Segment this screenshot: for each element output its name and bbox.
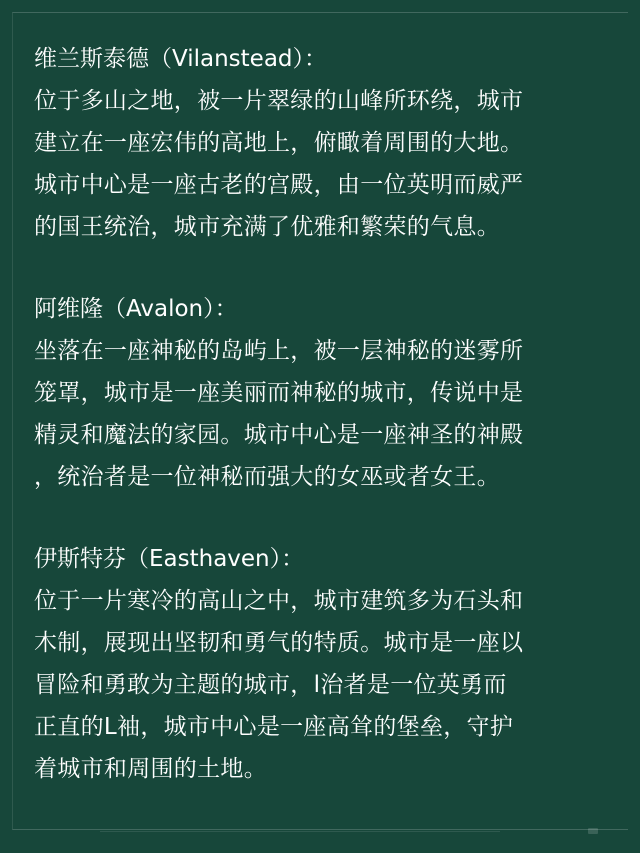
paragraph-line: 的国王统治，城市充满了优雅和繁荣的气息。 [34,214,500,240]
bottom-divider [100,831,500,832]
paragraph-line: 正直的L袖，城市中心是一座高耸的堡垒，守护 [34,714,514,740]
paragraph-line: 木制，展现出坚韧和勇气的特质。城市是一座以 [34,630,524,656]
text-content [34,38,614,830]
corner-mark [588,828,598,834]
paragraph-line: 精灵和魔法的家园。城市中心是一座神圣的神殿 [34,422,524,448]
paragraph-line: 着城市和周围的土地。 [34,756,267,782]
paragraph-line: 冒险和勇敢为主题的城市，l治者是一位英勇而 [34,672,507,698]
section-heading: 伊斯特芬（Easthaven）： [34,546,305,572]
paragraph-line: 笼罩，城市是一座美丽而神秘的城市，传说中是 [34,380,524,406]
paragraph-line: 城市中心是一座古老的宫殿，由一位英明而威严 [34,172,524,198]
paragraph-line: 位于多山之地，被一片翠绿的山峰所环绕，城市 [34,88,524,114]
paragraph-line: 位于一片寒冷的高山之中，城市建筑多为石头和 [34,588,524,614]
paragraph-line: 建立在一座宏伟的高地上，俯瞰着周围的大地。 [34,130,524,156]
paragraph-line: ，统治者是一位神秘而强大的女巫或者女王。 [34,464,500,490]
paragraph-line: 坐落在一座神秘的岛屿上，被一层神秘的迷雾所 [34,338,524,364]
section-avalon [34,288,614,498]
section-easthaven [34,538,614,790]
section-vilanstead [34,38,614,248]
section-heading: 维兰斯泰德（Vilanstead）： [34,46,328,72]
section-heading: 阿维隆（Avalon）： [34,296,238,322]
